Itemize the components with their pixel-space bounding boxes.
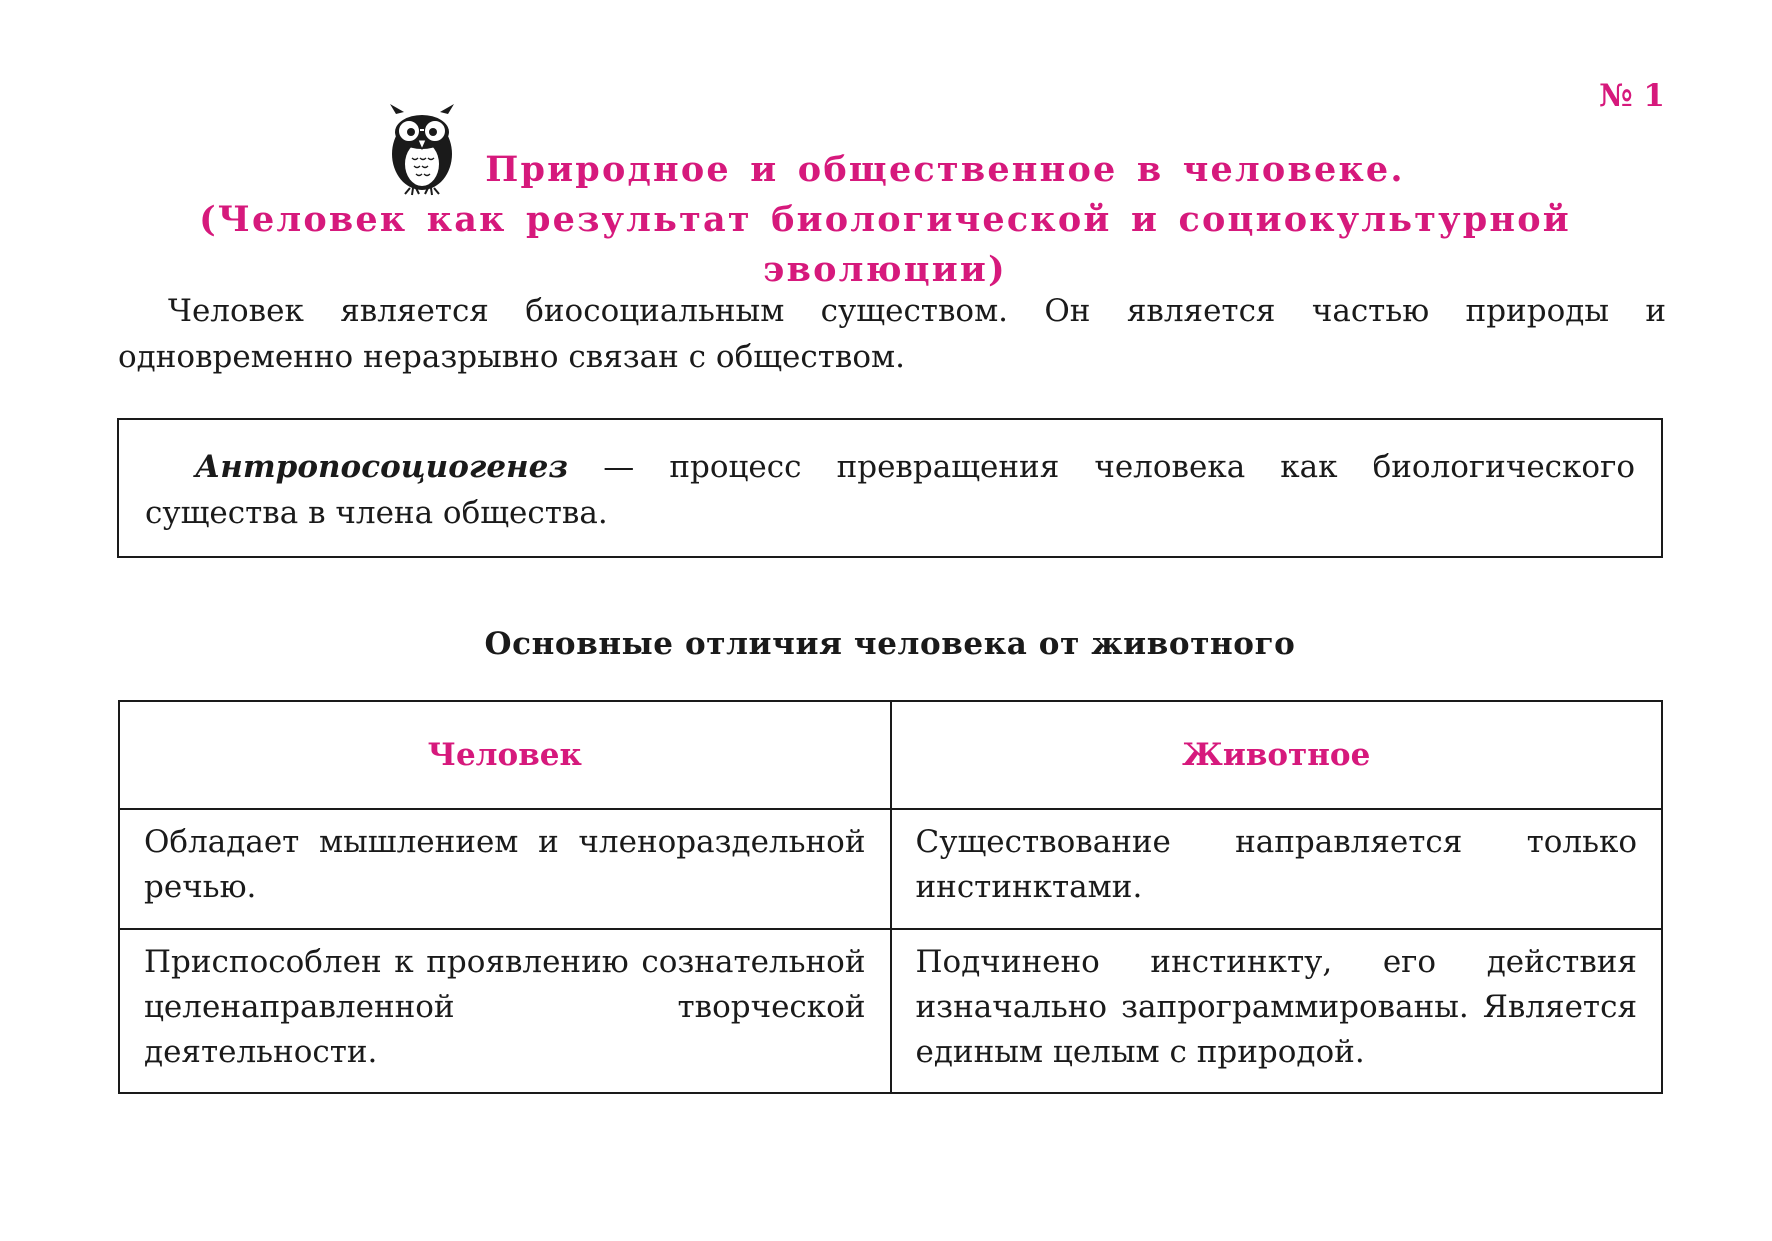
comparison-table: [118, 700, 1663, 1094]
definition-box: [117, 418, 1663, 558]
page-number: № 1: [1598, 78, 1665, 114]
table-header-row: [119, 701, 1662, 809]
header-animal: Животное: [891, 701, 1663, 809]
title-line-1: Природное и общественное в человеке.: [485, 149, 1405, 190]
table-cell-human: Приспособлен к проявлению сознательной целенаправленной творческой деятельности.: [119, 929, 891, 1093]
table-row: [119, 809, 1662, 929]
table-cell-animal: Подчинено инстинкту, его действия изначально запрограммированы. Является единым целым с природой.: [891, 929, 1663, 1093]
table-cell-animal: Существование направляется только инстинктами.: [891, 809, 1663, 929]
page-title: [120, 145, 1650, 295]
table-row: [119, 929, 1662, 1093]
header-human: Человек: [119, 701, 891, 809]
intro-paragraph: Человек является биосоциальным существом. Он является частью природы и одновременно неразрывно связан с обществом.: [118, 293, 1666, 375]
table-cell-human: Обладает мышлением и членораздельной речью.: [119, 809, 891, 929]
definition-paragraph: [145, 444, 1635, 536]
definition-text: — процесс превращения человека как биологического существа в члена общества.: [145, 449, 1635, 531]
definition-term: Антропосоциогенез: [195, 449, 569, 485]
title-line-2: (Человек как результат биологической и социокультурной эволюции): [199, 199, 1571, 290]
table-caption: Основные отличия человека от животного: [484, 626, 1296, 662]
